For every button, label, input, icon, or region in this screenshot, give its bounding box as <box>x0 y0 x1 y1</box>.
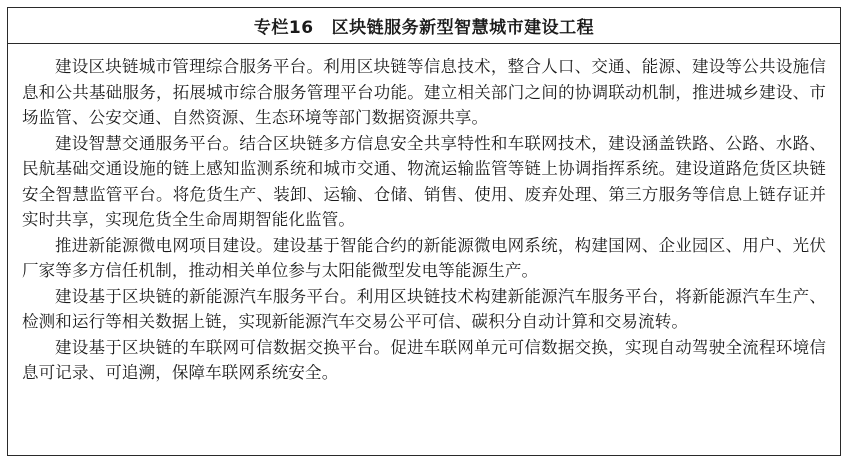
paragraph-new-energy-vehicle: 建设基于区块链的新能源汽车服务平台。利用区块链技术构建新能源汽车服务平台，将新能源汽车生产、检测和运行等相关数据上链，实现新能源汽车交易公平可信、碳积分自动计算和交易流转。 <box>22 286 826 331</box>
column-label: 专栏16 <box>253 18 314 38</box>
column-body <box>8 44 840 386</box>
column-heading: 区块链服务新型智慧城市建设工程 <box>331 18 595 38</box>
paragraph-smart-traffic: 建设智慧交通服务平台。结合区块链多方信息安全共享特性和车联网技术，建设涵盖铁路、公路、水路、民航基础交通设施的链上感知监测系统和城市交通、物流运输监管等链上协调指挥系统。建设道路危货区块链安全智慧监管平台。将危货生产、装卸、运输、仓储、销售、使用、废弃处理、第三方服务等信息上链存证并实时共享，实现危货全生命周期智能化监管。 <box>22 133 826 229</box>
column-box <box>7 7 841 456</box>
paragraph-microgrid: 推进新能源微电网项目建设。建设基于智能合约的新能源微电网系统，构建国网、企业园区、用户、光伏厂家等多方信任机制，推动相关单位参与太阳能微型发电等能源生产。 <box>22 235 826 280</box>
column-title <box>254 13 594 38</box>
column-header <box>8 8 840 44</box>
paragraph-vehicle-network: 建设基于区块链的车联网可信数据交换平台。促进车联网单元可信数据交换，实现自动驾驶全流程环境信息可记录、可追溯，保障车联网系统安全。 <box>22 337 826 382</box>
paragraph-city-management: 建设区块链城市管理综合服务平台。利用区块链等信息技术，整合人口、交通、能源、建设等公共设施信息和公共基础服务，拓展城市综合服务管理平台功能。建立相关部门之间的协调联动机制，推进城乡建设、市场监管、公安交通、自然资源、生态环境等部门数据资源共享。 <box>22 57 826 127</box>
